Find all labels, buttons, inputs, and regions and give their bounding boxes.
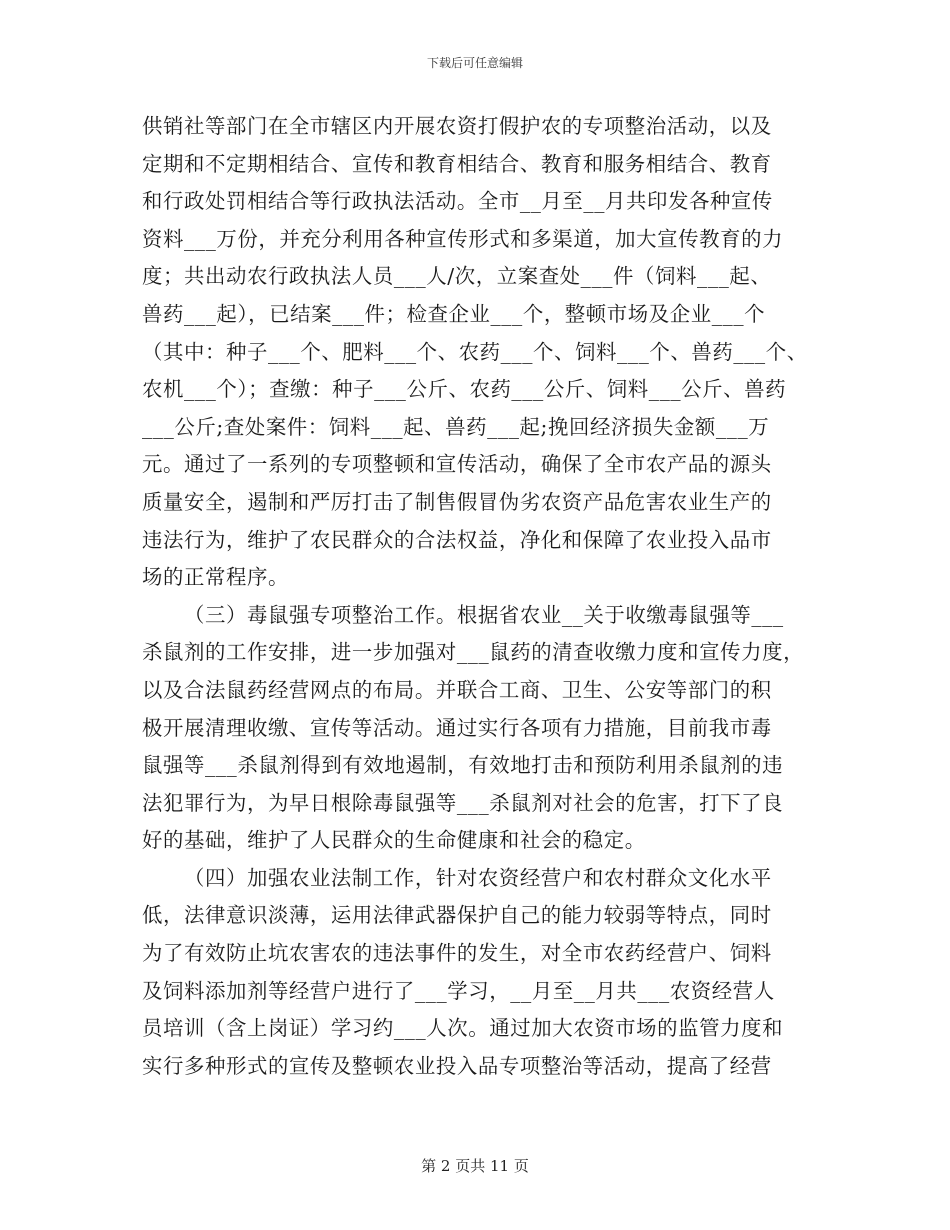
text-line: 兽药___起），已结案___件；检查企业___个，整顿市场及企业___个	[142, 301, 766, 326]
text-line: 定期和不定期相结合、宣传和教育相结合、教育和服务相结合、教育	[142, 151, 772, 176]
text-line: 以及合法鼠药经营网点的布局。并联合工商、卫生、公安等部门的积	[142, 677, 772, 702]
text-line: （四）加强农业法制工作，针对农资经营户和农村群众文化水平	[184, 865, 772, 890]
text-line: 资料___万份，并充分利用各种宣传形式和多渠道，加大宣传教育的力	[142, 226, 784, 251]
text-line: 农机___个）；查缴：种子___公斤、农药___公斤、饲料___公斤、兽药	[142, 377, 787, 402]
text-line: 和行政处罚相结合等行政执法活动。全市__月至__月共印发各种宣传	[142, 189, 773, 214]
text-line: 杀鼠剂的工作安排，进一步加强对___鼠药的清查收缴力度和宣传力度，	[142, 640, 805, 665]
text-line: 法犯罪行为，为早日根除毒鼠强等___杀鼠剂对社会的危害，打下了良	[142, 790, 784, 815]
text-line: 员培训（含上岗证）学习约___人次。通过加大农资市场的监管力度和	[142, 1016, 784, 1041]
text-line: 违法行为，维护了农民群众的合法权益，净化和保障了农业投入品市	[142, 527, 772, 552]
document-body	[142, 108, 822, 1085]
page-header: 下载后可任意编辑	[426, 56, 523, 70]
text-line: 为了有效防止坑农害农的违法事件的发生，对全市农药经营户、饲料	[142, 941, 772, 966]
text-line: （其中：种子___个、肥料___个、农药___个、饲料___个、兽药___个、	[142, 339, 808, 364]
text-line: 实行多种形式的宣传及整顿农业投入品专项整治等活动，提高了经营	[142, 1053, 772, 1078]
text-line: 供销社等部门在全市辖区内开展农资打假护农的专项整治活动，以及	[142, 114, 772, 138]
text-line: （三）毒鼠强专项整治工作。根据省农业__关于收缴毒鼠强等___	[184, 602, 784, 627]
text-line: 极开展清理收缴、宣传等活动。通过实行各项有力措施，目前我市毒	[142, 715, 772, 740]
text-line: 好的基础，维护了人民群众的生命健康和社会的稳定。	[142, 828, 646, 853]
text-line: 场的正常程序。	[142, 565, 289, 590]
text-line: 低，法律意识淡薄，运用法律武器保护自己的能力较弱等特点，同时	[142, 903, 772, 928]
text-line: 度；共出动农行政执法人员___人/次，立案查处___件（饲料___起、	[142, 264, 772, 289]
text-line: 鼠强等___杀鼠剂得到有效地遏制，有效地打击和预防利用杀鼠剂的违	[142, 753, 784, 778]
text-line: 质量安全，遏制和严厉打击了制售假冒伪劣农资产品危害农业生产的	[142, 489, 772, 514]
text-line: 及饲料添加剂等经营户进行了___学习，__月至__月共___农资经营人	[142, 978, 775, 1003]
text-line: ___公斤;查处案件：饲料___起、兽药___起;挽回经济损失金额___万	[142, 414, 770, 439]
text-line: 元。通过了一系列的专项整顿和宣传活动，确保了全市农产品的源头	[142, 452, 772, 477]
page-footer: 第 2 页共 11 页	[421, 1157, 529, 1175]
